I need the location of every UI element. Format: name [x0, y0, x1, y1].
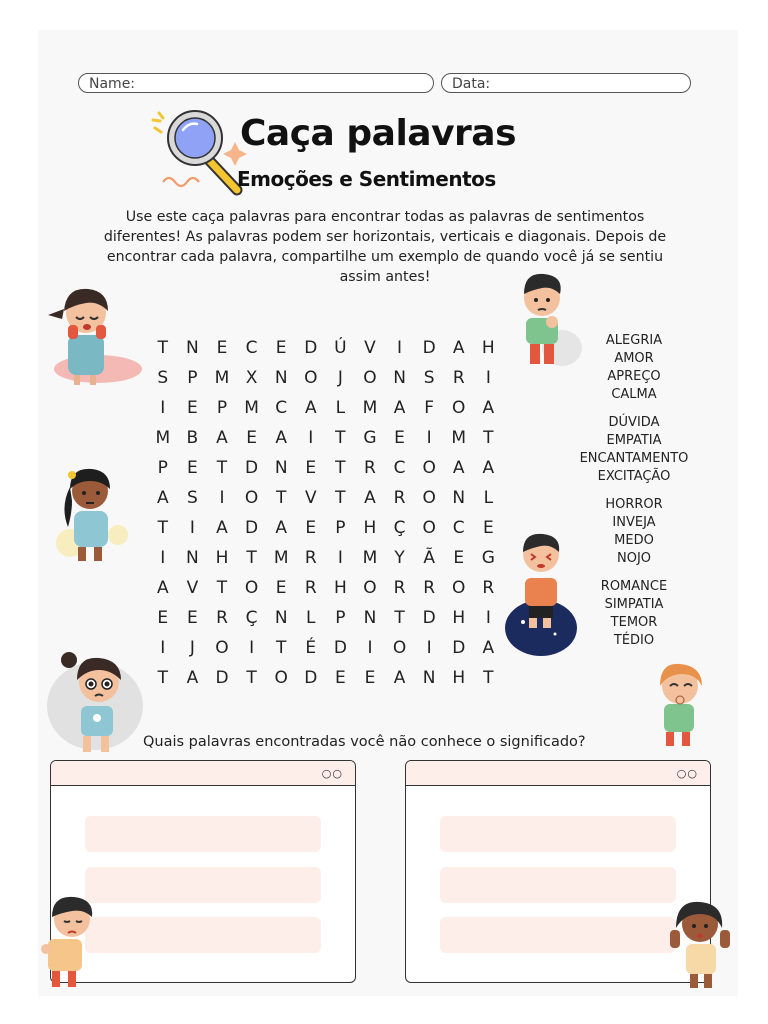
- grid-letter[interactable]: R: [216, 608, 228, 628]
- grid-letter[interactable]: P: [187, 368, 198, 388]
- squiggle-icon: [163, 178, 199, 186]
- grid-letter[interactable]: T: [335, 428, 346, 448]
- grid-letter[interactable]: C: [393, 458, 406, 478]
- grid-letter[interactable]: E: [157, 608, 169, 628]
- grid-letter[interactable]: A: [482, 638, 495, 658]
- grid-letter[interactable]: R: [452, 368, 465, 388]
- grid-letter[interactable]: N: [186, 338, 199, 358]
- grid-row: [148, 483, 503, 513]
- grid-letter[interactable]: E: [364, 668, 376, 688]
- answer-line-6[interactable]: [440, 917, 676, 953]
- grid-letter[interactable]: H: [452, 668, 466, 688]
- grid-letter[interactable]: T: [335, 488, 346, 508]
- name-field[interactable]: [78, 73, 434, 93]
- grid-letter[interactable]: O: [274, 668, 288, 688]
- grid-letter[interactable]: N: [274, 608, 288, 628]
- grid-letter[interactable]: A: [393, 668, 406, 688]
- grid-letter[interactable]: N: [274, 458, 288, 478]
- word-list: [570, 332, 698, 660]
- grid-letter[interactable]: E: [453, 548, 465, 568]
- grid-letter[interactable]: T: [275, 488, 287, 508]
- grid-letter[interactable]: A: [452, 338, 465, 358]
- grid-letter[interactable]: I: [219, 488, 225, 508]
- grid-letter[interactable]: T: [335, 458, 346, 478]
- grid-letter[interactable]: O: [244, 488, 259, 508]
- grid-letter[interactable]: I: [485, 368, 491, 388]
- grid-letter[interactable]: V: [364, 338, 376, 358]
- grid-letter[interactable]: T: [246, 548, 257, 568]
- grid-letter[interactable]: X: [245, 368, 258, 388]
- grid-letter[interactable]: R: [393, 488, 406, 508]
- grid-letter[interactable]: Ç: [393, 518, 406, 538]
- word-group: [570, 496, 698, 568]
- grid-letter[interactable]: I: [426, 638, 432, 658]
- sparkle-icon: [153, 113, 163, 132]
- grid-letter[interactable]: E: [187, 398, 198, 418]
- grid-letter[interactable]: H: [452, 608, 466, 628]
- word-list-item: ROMANCE: [600, 579, 668, 594]
- word-list-item: SIMPATIA: [604, 597, 664, 612]
- shy-boy-illustration: [503, 530, 581, 658]
- annoyed-girl-illustration: [48, 465, 134, 570]
- word-group: [570, 332, 698, 404]
- grid-row: [148, 663, 503, 693]
- grid-row: [148, 393, 503, 423]
- grid-letter[interactable]: I: [485, 608, 491, 628]
- grid-letter[interactable]: N: [274, 368, 288, 388]
- grid-letter[interactable]: A: [216, 428, 228, 448]
- grid-letter[interactable]: M: [362, 398, 378, 418]
- grid-letter[interactable]: E: [187, 608, 198, 628]
- date-field[interactable]: [441, 73, 691, 93]
- grid-letter[interactable]: M: [244, 398, 259, 418]
- date-label: Data:: [452, 76, 491, 92]
- grid-letter[interactable]: I: [160, 398, 166, 418]
- grid-letter[interactable]: O: [422, 458, 436, 478]
- grid-row: [148, 333, 503, 363]
- grid-letter[interactable]: E: [482, 518, 494, 538]
- answer-line-4[interactable]: [440, 816, 676, 852]
- grid-letter[interactable]: T: [394, 608, 405, 628]
- grid-letter[interactable]: D: [422, 608, 436, 628]
- grid-letter[interactable]: O: [215, 638, 229, 658]
- grid-letter[interactable]: N: [393, 368, 406, 388]
- grid-letter[interactable]: J: [337, 368, 343, 388]
- grid-letter[interactable]: O: [422, 518, 436, 538]
- word-list-item: EMPATIA: [606, 433, 662, 448]
- grid-letter[interactable]: É: [305, 638, 317, 658]
- grid-letter[interactable]: P: [216, 398, 228, 418]
- grid-letter[interactable]: C: [275, 398, 288, 418]
- grid-letter[interactable]: B: [186, 428, 199, 448]
- word-list-item: DÚVIDA: [608, 415, 660, 430]
- grid-letter[interactable]: O: [363, 368, 377, 388]
- grid-letter[interactable]: E: [305, 518, 317, 538]
- grid-letter[interactable]: H: [363, 518, 377, 538]
- word-list-item: CALMA: [611, 387, 657, 402]
- grid-letter[interactable]: C: [452, 518, 465, 538]
- grid-letter[interactable]: M: [214, 368, 230, 388]
- grid-row: [148, 543, 503, 573]
- grid-letter[interactable]: D: [304, 338, 318, 358]
- grid-letter[interactable]: O: [452, 578, 466, 598]
- grid-letter[interactable]: Ç: [245, 608, 258, 628]
- grid-letter[interactable]: J: [189, 638, 195, 658]
- grid-letter[interactable]: A: [275, 428, 287, 448]
- name-label: Name:: [89, 76, 136, 92]
- grid-row: [148, 423, 503, 453]
- grid-letter[interactable]: D: [422, 338, 436, 358]
- word-list-item: AMOR: [614, 351, 654, 366]
- grid-letter[interactable]: I: [160, 548, 166, 568]
- grid-letter[interactable]: T: [483, 668, 494, 688]
- word-list-item: ALEGRIA: [605, 333, 663, 348]
- grid-letter[interactable]: G: [363, 428, 377, 448]
- answer-line-1[interactable]: [85, 816, 321, 852]
- word-list-item: EXCITAÇÃO: [597, 469, 671, 484]
- grid-letter[interactable]: I: [426, 428, 432, 448]
- grid-letter[interactable]: L: [483, 488, 494, 508]
- grid-letter[interactable]: L: [335, 398, 346, 418]
- grid-letter[interactable]: Ú: [334, 338, 347, 358]
- grid-row: [148, 513, 503, 543]
- grid-letter[interactable]: M: [362, 548, 378, 568]
- grid-letter[interactable]: E: [275, 338, 287, 358]
- grid-letter[interactable]: D: [245, 458, 259, 478]
- grid-letter[interactable]: D: [304, 668, 318, 688]
- grid-letter[interactable]: T: [157, 668, 168, 688]
- grid-letter[interactable]: Ã: [423, 548, 435, 568]
- grid-letter[interactable]: A: [452, 458, 465, 478]
- grid-letter[interactable]: O: [304, 368, 318, 388]
- grid-letter[interactable]: I: [249, 638, 255, 658]
- grid-letter[interactable]: D: [245, 518, 259, 538]
- grid-letter[interactable]: T: [216, 578, 228, 598]
- grid-letter[interactable]: R: [304, 548, 317, 568]
- grid-letter[interactable]: N: [186, 548, 199, 568]
- window-title-bar: [406, 761, 710, 786]
- grid-letter[interactable]: A: [216, 518, 228, 538]
- grid-letter[interactable]: A: [393, 398, 406, 418]
- grid-letter[interactable]: E: [334, 668, 346, 688]
- grid-letter[interactable]: M: [273, 548, 289, 568]
- grid-letter[interactable]: A: [156, 488, 169, 508]
- grid-letter[interactable]: P: [335, 608, 346, 628]
- grid-letter[interactable]: P: [157, 458, 168, 478]
- grid-letter[interactable]: I: [337, 548, 343, 568]
- scared-girl-illustration: [45, 650, 145, 758]
- grid-letter[interactable]: M: [451, 428, 467, 448]
- laughing-girl-illustration: [644, 660, 716, 756]
- grid-letter[interactable]: I: [308, 428, 314, 448]
- grid-letter[interactable]: O: [392, 638, 407, 658]
- window-dots-icon: ○○: [676, 767, 698, 780]
- grid-letter[interactable]: E: [246, 428, 257, 448]
- word-list-item: TÉDIO: [613, 633, 655, 648]
- word-list-item: ENCANTAMENTO: [579, 451, 689, 466]
- word-search-grid: [148, 333, 503, 693]
- grid-letter[interactable]: D: [333, 638, 347, 658]
- answer-line-3[interactable]: [85, 917, 321, 953]
- grid-letter[interactable]: V: [304, 488, 317, 508]
- grid-letter[interactable]: R: [304, 578, 317, 598]
- grid-letter[interactable]: Y: [394, 548, 405, 568]
- grid-letter[interactable]: T: [157, 338, 168, 358]
- grid-letter[interactable]: D: [452, 638, 466, 658]
- grid-letter[interactable]: D: [215, 668, 229, 688]
- grid-letter[interactable]: G: [481, 548, 495, 568]
- grid-letter[interactable]: R: [364, 458, 376, 478]
- grid-letter[interactable]: T: [246, 668, 257, 688]
- grid-letter[interactable]: A: [482, 458, 495, 478]
- grid-letter[interactable]: C: [245, 338, 258, 358]
- grid-letter[interactable]: R: [482, 578, 495, 598]
- grid-letter[interactable]: A: [275, 518, 287, 538]
- page-subtitle: Emoções e Sentimentos: [237, 167, 496, 191]
- grid-row: [148, 633, 503, 663]
- grid-letter[interactable]: N: [363, 608, 377, 628]
- grid-letter[interactable]: H: [215, 548, 229, 568]
- grid-letter[interactable]: T: [157, 518, 168, 538]
- grid-letter[interactable]: M: [155, 428, 171, 448]
- grid-letter[interactable]: E: [216, 338, 228, 358]
- grid-letter[interactable]: O: [363, 578, 377, 598]
- sad-boy-illustration: [36, 893, 104, 995]
- answer-line-2[interactable]: [85, 867, 321, 903]
- grid-letter[interactable]: H: [333, 578, 347, 598]
- grid-row: [148, 363, 503, 393]
- question-text: Quais palavras encontradas você não conhece o significado?: [143, 734, 586, 750]
- grid-letter[interactable]: L: [306, 608, 316, 628]
- grid-letter[interactable]: R: [423, 578, 436, 598]
- word-list-item: HORROR: [605, 497, 663, 512]
- grid-letter[interactable]: S: [423, 368, 435, 388]
- word-group: [570, 578, 698, 650]
- grid-letter[interactable]: V: [186, 578, 199, 598]
- grid-letter[interactable]: I: [397, 338, 403, 358]
- grid-letter[interactable]: I: [189, 518, 195, 538]
- grid-letter[interactable]: P: [335, 518, 346, 538]
- instructions-text: Use este caça palavras para encontrar todas as palavras de sentimentos diferentes! As palavras podem ser horizontais, verticais e diagonais. Depois de encontrar cada palavra, compartilhe um exemplo de quando você já se sentiu assim antes!: [103, 209, 667, 285]
- grid-letter[interactable]: S: [186, 488, 198, 508]
- word-list-item: MEDO: [614, 533, 654, 548]
- page-title: Caça palavras: [240, 113, 517, 154]
- window-dots-icon: ○○: [321, 767, 343, 780]
- grid-letter[interactable]: A: [186, 668, 199, 688]
- grid-letter[interactable]: H: [481, 338, 495, 358]
- grid-letter[interactable]: A: [482, 398, 495, 418]
- grid-row: [148, 453, 503, 483]
- grid-letter[interactable]: A: [156, 578, 169, 598]
- thinking-boy-illustration: [512, 270, 582, 370]
- grid-letter[interactable]: I: [367, 638, 373, 658]
- grid-letter[interactable]: E: [275, 578, 287, 598]
- word-list-item: APREÇO: [607, 369, 661, 384]
- grid-letter[interactable]: F: [424, 398, 435, 418]
- word-list-item: INVEJA: [612, 515, 656, 530]
- grid-letter[interactable]: E: [394, 428, 405, 448]
- answer-line-5[interactable]: [440, 867, 676, 903]
- crying-girl-illustration: [38, 285, 142, 397]
- grid-letter[interactable]: S: [157, 368, 169, 388]
- grid-letter[interactable]: I: [160, 638, 166, 658]
- grid-letter[interactable]: E: [305, 458, 317, 478]
- grid-letter[interactable]: T: [275, 638, 287, 658]
- grid-letter[interactable]: O: [422, 488, 436, 508]
- grid-letter[interactable]: N: [422, 668, 436, 688]
- grid-letter[interactable]: A: [304, 398, 317, 418]
- grid-letter[interactable]: A: [364, 488, 376, 508]
- grid-letter[interactable]: O: [452, 398, 466, 418]
- grid-letter[interactable]: T: [483, 428, 494, 448]
- window-title-bar: [51, 761, 355, 786]
- grid-letter[interactable]: N: [452, 488, 466, 508]
- word-list-item: TEMOR: [610, 615, 658, 630]
- grid-letter[interactable]: R: [393, 578, 406, 598]
- grid-letter[interactable]: E: [187, 458, 198, 478]
- grid-letter[interactable]: O: [244, 578, 259, 598]
- grid-letter[interactable]: T: [216, 458, 228, 478]
- grid-row: [148, 603, 503, 633]
- worried-girl-illustration: [662, 898, 738, 992]
- grid-row: [148, 573, 503, 603]
- word-list-item: NOJO: [616, 551, 652, 566]
- word-group: [570, 414, 698, 486]
